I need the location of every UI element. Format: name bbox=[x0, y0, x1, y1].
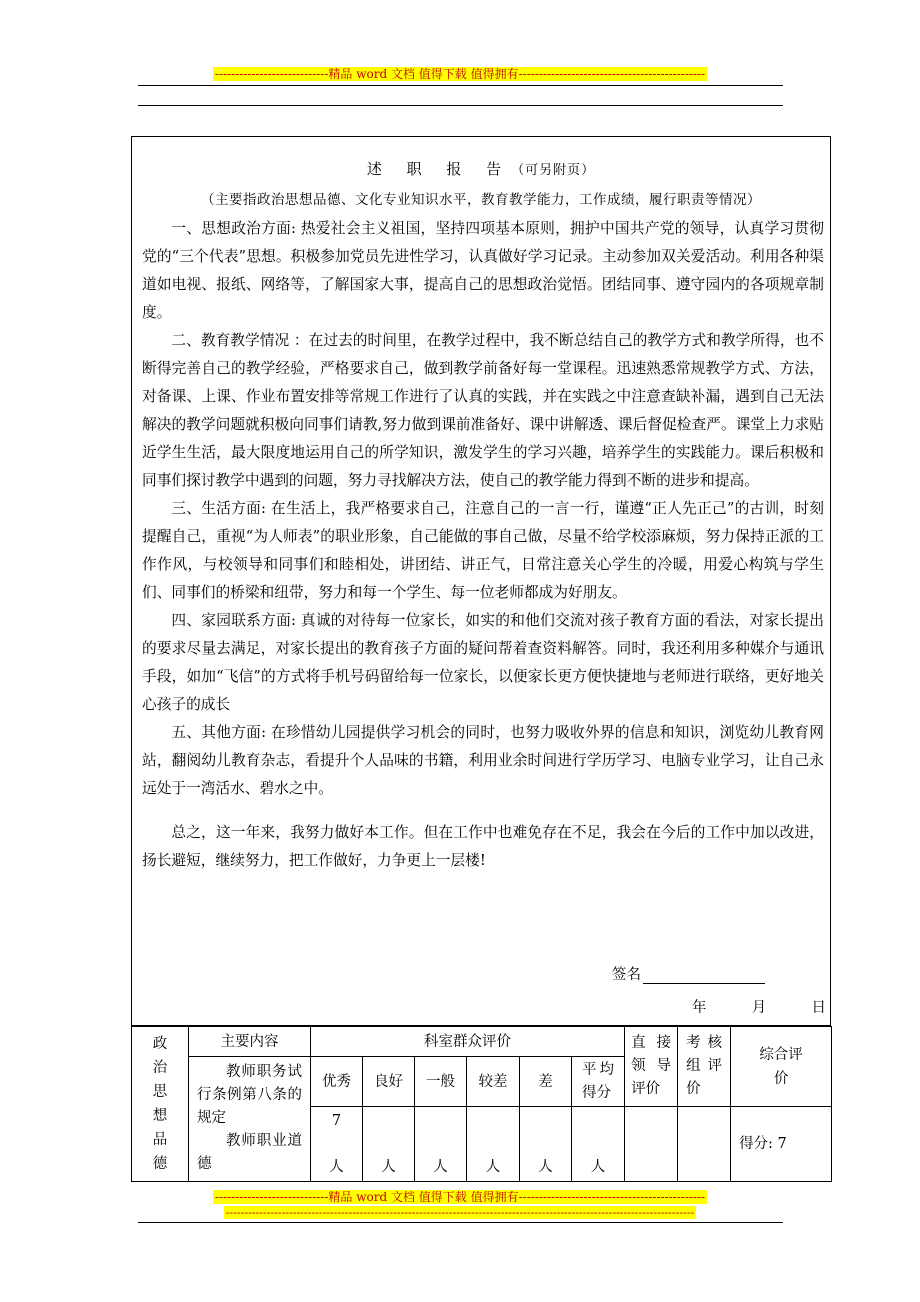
paragraph-conclusion: 总之，这一年来，我努力做好本工作。但在工作中也难免存在不足，我会在今后的工作中加以改进，扬长避短，继续努力，把工作做好，力争更上一层楼! bbox=[142, 824, 824, 869]
paragraph-politics: 一、思想政治方面: 热爱社会主义祖国，坚持四项基本原则，拥护中国共产党的领导，认真学习贯彻党的“三个代表”思想。积极参加党员先进性学习，认真做好学习记录。主动参加双关爱活动。利用各种渠道如电视、报纸、网络等，了解国家大事，提高自己的思想政治觉悟。团结同事、遵守园内的各项规章制度。 bbox=[142, 220, 824, 321]
header-rule-top bbox=[138, 85, 783, 86]
team-eval-header: 考核组评价 bbox=[678, 1027, 731, 1107]
paragraph-other: 五、其他方面: 在珍惜幼儿园提供学习机会的同时，也努力吸收外界的信息和知识，浏览幼儿教育网站，翻阅幼儿教育杂志，看提升个人品味的书籍，利用业余时间进行学历学习、电脑专业学习，让自己永远处于一湾活水、碧水之中。 bbox=[142, 724, 824, 797]
evaluation-table bbox=[131, 1026, 832, 1182]
team-eval-value[interactable] bbox=[678, 1107, 731, 1182]
main-content-header: 主要内容 bbox=[189, 1027, 311, 1057]
overall-eval-header: 综合评价 bbox=[731, 1027, 832, 1107]
count-average: 人 bbox=[415, 1107, 467, 1182]
count-excellent: 7 人 bbox=[311, 1107, 363, 1182]
leader-eval-value[interactable] bbox=[625, 1107, 678, 1182]
rating-average-score: 平均得分 bbox=[572, 1057, 625, 1107]
row-header-politics: 政 治 思 想 品 德 bbox=[132, 1027, 189, 1182]
report-box bbox=[131, 136, 831, 1026]
overall-score: 得分: 7 bbox=[731, 1107, 832, 1182]
footer-rule bbox=[138, 1222, 783, 1223]
count-good: 人 bbox=[363, 1107, 415, 1182]
paragraph-home-school: 四、家园联系方面: 真诚的对待每一位家长，如实的和他们交流对孩子教育方面的看法，对家长提出的要求尽量去满足，对家长提出的教育孩子方面的疑问帮着查资料解答。同时，我还利用多种媒介与通讯手段，如加“飞信”的方式将手机号码留给每一位家长，以便家长更方便快捷地与老师进行联络，更好地关心孩子的成长 bbox=[142, 612, 824, 713]
report-title: 述 职 报 告（可另附页） bbox=[366, 160, 596, 178]
leader-eval-header: 直接领导评价 bbox=[625, 1027, 678, 1107]
count-poor: 人 bbox=[467, 1107, 520, 1182]
report-body bbox=[142, 215, 824, 875]
paragraph-life: 三、生活方面: 在生活上，我严格要求自己，注意自己的一言一行，谨遵“正人先正己”的古训，时刻提醒自己，重视“为人师表”的职业形象，自己能做的事自己做，尽量不给学校添麻烦，努力保持正派的工作作风，与校领导和同事们和睦相处，讲团结、讲正气，日常注意关心学生的冷暖，用爱心构筑与学生们、同事们的桥梁和纽带，努力和每一个学生、每一位老师都成为好朋友。 bbox=[142, 500, 824, 601]
main-content-cell: 教师职务试行条例第八条的规定 教师职业道德 bbox=[189, 1057, 311, 1182]
report-subtitle: （主要指政治思想品德、文化专业知识水平，教育教学能力，工作成绩，履行职责等情况） bbox=[201, 192, 761, 208]
rating-average: 一般 bbox=[415, 1057, 467, 1107]
group-eval-header: 科室群众评价 bbox=[311, 1027, 625, 1057]
rating-poor: 较差 bbox=[467, 1057, 520, 1107]
count-average-score: 人 bbox=[572, 1107, 625, 1182]
rating-good: 良好 bbox=[363, 1057, 415, 1107]
rating-excellent: 优秀 bbox=[311, 1057, 363, 1107]
paragraph-teaching: 二、教育教学情况 ：在过去的时间里，在教学过程中，我不断总结自己的教学方式和教学所得，也不断得完善自己的教学经验，严格要求自己，做到教学前备好每一堂课程。迅速熟悉常规教学方式、方法，对备课、上课、作业布置安排等常规工作进行了认真的实践，并在实践之中注意查缺补漏，遇到自己无法解决的教学问题就积极向同事们请教,努力做到课前准备好、课中讲解透、课后督促检查严。课堂上力求贴近学生生活，最大限度地运用自己的所学知识，激发学生的学习兴趣，培养学生的实践能力。课后积极和同事们探讨教学中遇到的问题，努力寻找解决方法，使自己的教学能力得到不断的进步和提高。 bbox=[142, 332, 824, 489]
header-rule-bottom bbox=[138, 105, 783, 106]
footer-banner: ----------------------------精品 word 文档 值得下载 值得拥有---------------------------------------------- bbox=[214, 1190, 706, 1204]
header-banner: ----------------------------精品 word 文档 值得下载 值得拥有---------------------------------------------- bbox=[214, 67, 706, 81]
count-bad: 人 bbox=[520, 1107, 572, 1182]
rating-bad: 差 bbox=[520, 1057, 572, 1107]
signature-field: 签名 bbox=[612, 963, 765, 984]
footer-banner-dashes: ------------------------------------------------------------------------------------------------------------------------------ bbox=[225, 1206, 695, 1219]
signature-line[interactable] bbox=[643, 967, 765, 984]
date-field: 年 月 日 bbox=[692, 1000, 826, 1016]
